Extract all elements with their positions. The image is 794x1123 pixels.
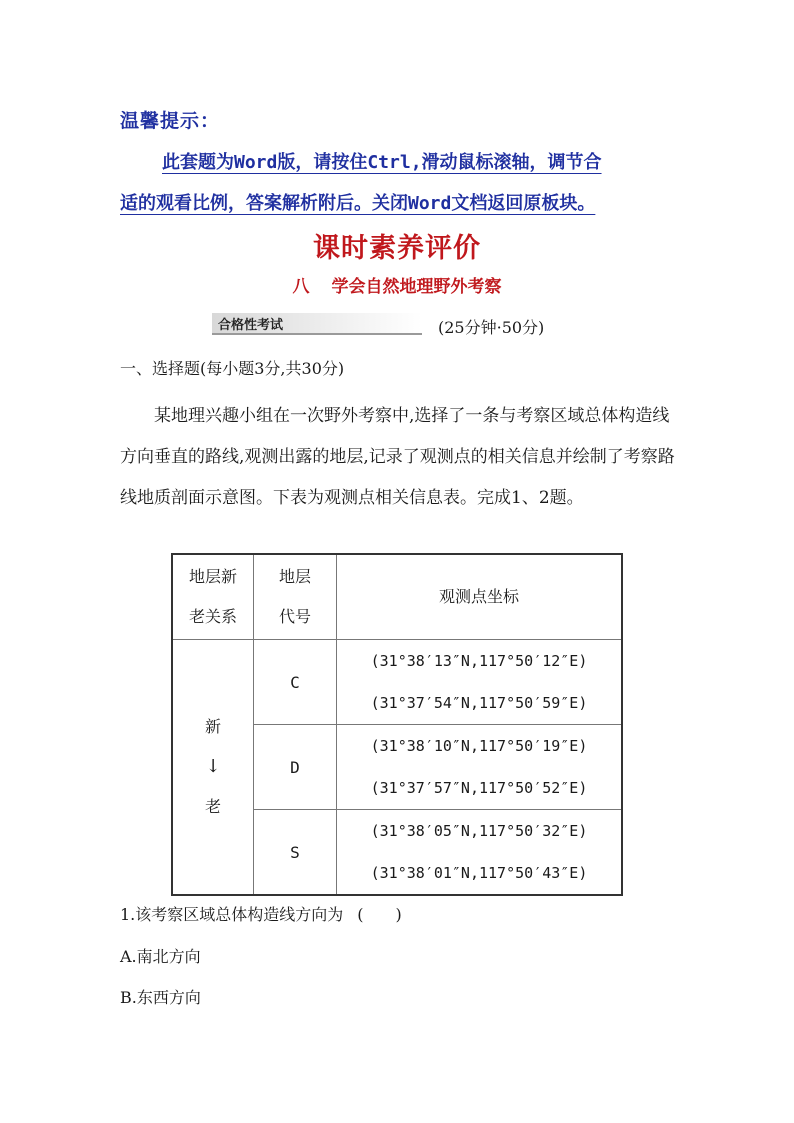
coordinate-value: (31°38′10″N,117°50′19″E) bbox=[370, 737, 588, 755]
header-stratum-code bbox=[254, 554, 337, 640]
question-1-text: 1.该考察区域总体构造线方向为 bbox=[120, 905, 344, 924]
observation-table bbox=[171, 553, 623, 896]
coordinate-value: (31°38′13″N,117°50′12″E) bbox=[370, 652, 588, 670]
stratum-code-cell: C bbox=[254, 640, 337, 725]
down-arrow-icon: ↓ bbox=[205, 756, 221, 777]
header-text: 老关系 bbox=[188, 607, 237, 626]
coordinate-cell bbox=[337, 810, 623, 896]
tip-line-1: 此套题为Word版，请按住Ctrl,滑动鼠标滚轴，调节合 bbox=[162, 152, 602, 173]
coordinate-value: (31°38′01″N,117°50′43″E) bbox=[370, 864, 588, 882]
time-score-info: (25分钟·50分) bbox=[438, 318, 545, 337]
header-coordinates bbox=[337, 554, 623, 640]
section-heading: 一、选择题(每小题3分,共30分) bbox=[120, 359, 345, 378]
exam-level-label: 合格性考试 bbox=[218, 318, 284, 333]
age-old-label: 老 bbox=[204, 797, 221, 816]
coordinate-value: (31°37′57″N,117°50′52″E) bbox=[370, 779, 588, 797]
coordinate-value: (31°38′05″N,117°50′32″E) bbox=[370, 822, 588, 840]
lesson-name: 学会自然地理野外考察 bbox=[331, 277, 502, 297]
table-header-row bbox=[172, 554, 622, 640]
table-row bbox=[172, 640, 622, 725]
question-1 bbox=[120, 902, 402, 925]
lesson-number: 八 bbox=[292, 277, 310, 297]
header-text: 代号 bbox=[278, 607, 311, 626]
header-text: 地层新 bbox=[188, 567, 237, 586]
coordinate-cell bbox=[337, 725, 623, 810]
tip-title: 温馨提示： bbox=[120, 110, 221, 132]
answer-blank: ( ) bbox=[357, 905, 402, 924]
header-text: 地层 bbox=[278, 567, 311, 586]
option-a: A.南北方向 bbox=[120, 947, 201, 966]
coordinate-value: (31°37′54″N,117°50′59″E) bbox=[370, 694, 588, 712]
page-title: 课时素养评价 bbox=[313, 233, 481, 264]
header-age-relation bbox=[172, 554, 254, 640]
stratum-code-cell: S bbox=[254, 810, 337, 896]
coordinate-cell bbox=[337, 640, 623, 725]
stratum-code-cell: D bbox=[254, 725, 337, 810]
exam-level-badge bbox=[212, 313, 422, 335]
age-new-label: 新 bbox=[204, 717, 221, 736]
option-b: B.东西方向 bbox=[120, 988, 201, 1007]
header-text: 观测点坐标 bbox=[438, 587, 519, 606]
lesson-subtitle bbox=[0, 272, 794, 297]
tip-line-2: 适的观看比例，答案解析附后。关闭Word文档返回原板块。 bbox=[120, 193, 596, 214]
question-stem: 某地理兴趣小组在一次野外考察中,选择了一条与考察区域总体构造线方向垂直的路线,观测出露的地层,记录了观测点的相关信息并绘制了考察路线地质剖面示意图。下表为观测点相关信息表。完成1、2题。 bbox=[120, 406, 675, 508]
age-order-cell bbox=[172, 640, 254, 896]
